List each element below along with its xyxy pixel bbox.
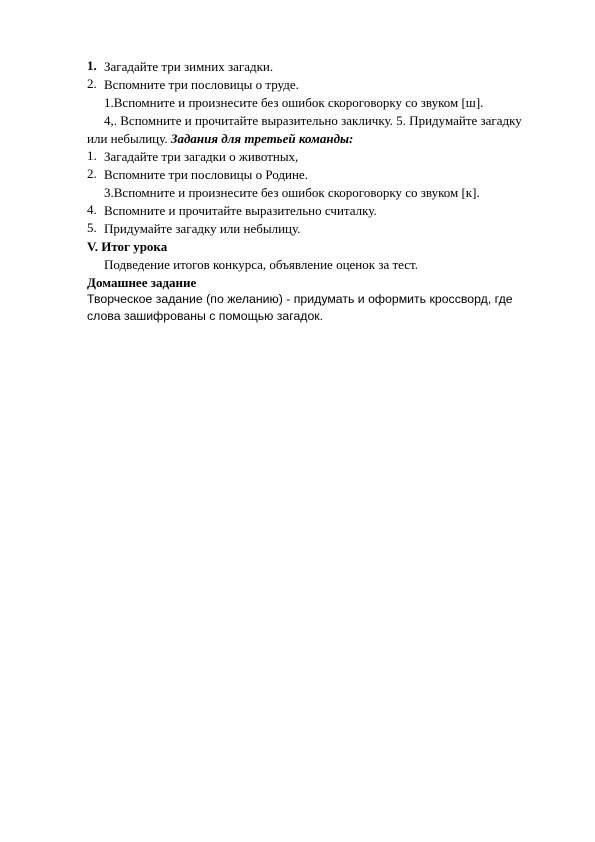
zaklichka-line: 4,. Вспомните и прочитайте выразительно закличку. 5. Придумайте загадку — [104, 113, 522, 128]
section-heading-summary: V. Итог урока — [87, 239, 168, 254]
list-item-number: 1. — [87, 58, 97, 73]
tongue-twister-k-line: 3.Вспомните и произнесите без ошибок скороговорку со звуком [к]. — [104, 185, 480, 200]
homework-text-line-2: слова зашифрованы с помощью загадок. — [87, 309, 324, 323]
list-item-number: 4. — [87, 202, 97, 217]
homework-heading: Домашнее задание — [87, 275, 197, 290]
list-item-text: Придумайте загадку или небылицу. — [104, 221, 301, 236]
third-team-line — [87, 130, 353, 147]
list-item-text: Вспомните и прочитайте выразительно считалку. — [104, 203, 377, 218]
list-item-text: Вспомните три пословицы о Родине. — [104, 167, 308, 182]
third-team-plain: или небылицу. — [87, 131, 171, 146]
list-item-text: Загадайте три загадки о животных, — [104, 149, 299, 164]
list-item-number: 5. — [87, 220, 97, 235]
list-item-number: 2. — [87, 166, 97, 181]
tongue-twister-sh-line: 1.Вспомните и произнесите без ошибок скороговорку со звуком [ш]. — [104, 95, 484, 110]
homework-text-line-1: Творческое задание (по желанию) - придумать и оформить кроссворд, где — [87, 292, 513, 306]
list-item-text: Вспомните три пословицы о труде. — [104, 77, 299, 92]
list-item-text: Загадайте три зимних загадки. — [104, 59, 274, 74]
list-item-number: 2. — [87, 76, 97, 91]
section-summary-text: Подведение итогов конкурса, объявление оценок за тест. — [104, 257, 418, 272]
list-item-number: 1. — [87, 148, 97, 163]
third-team-heading: Задания для третьей команды: — [170, 131, 354, 146]
